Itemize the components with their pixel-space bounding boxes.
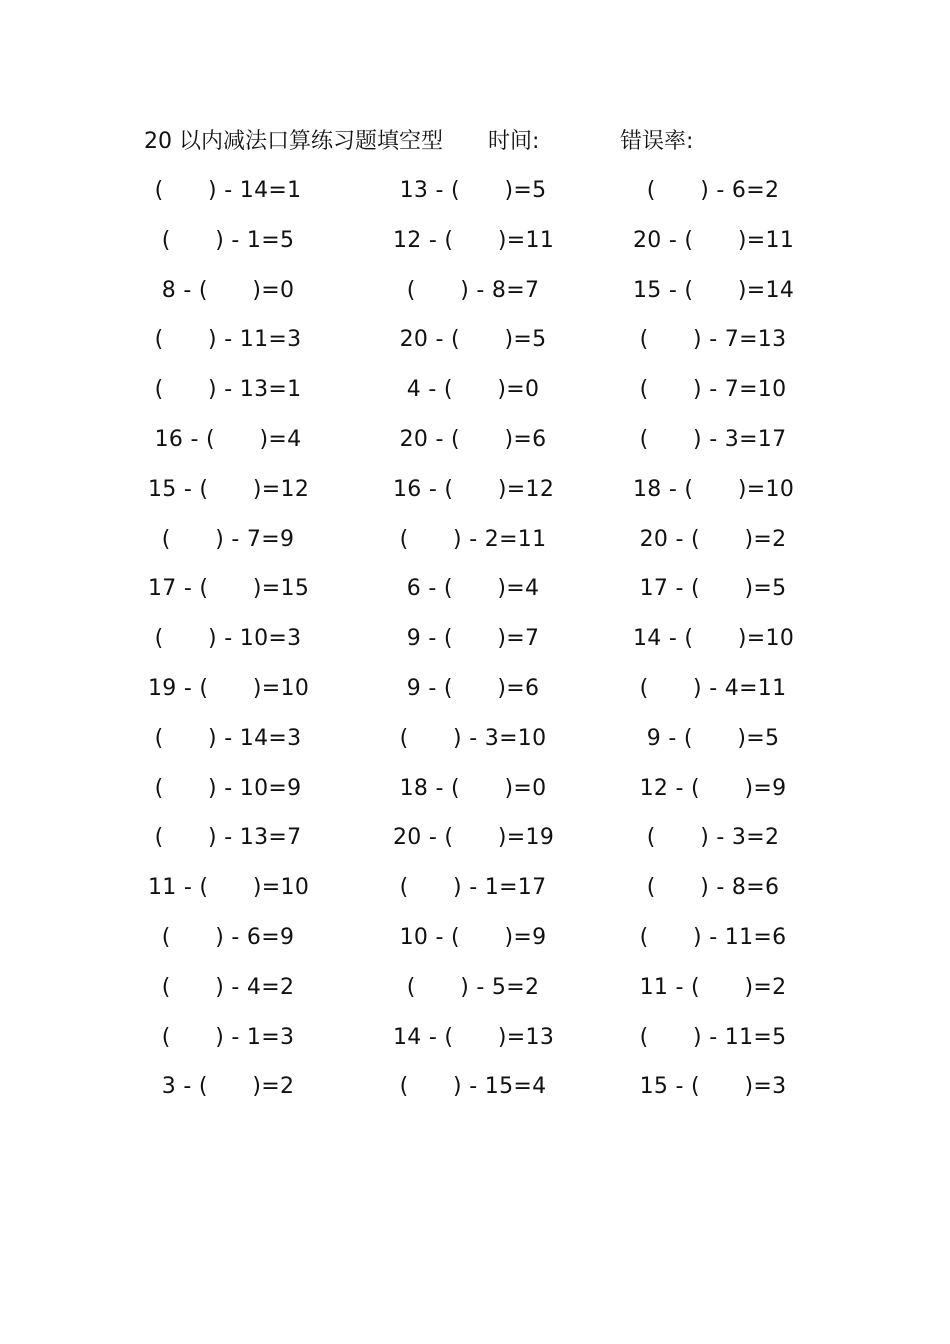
problem-row: [0, 369, 950, 419]
problem-cell: 18 - ( )=10: [633, 476, 795, 502]
problem-cell: ( ) - 3=17: [639, 426, 787, 452]
problem-cell: ( ) - 7=9: [161, 526, 295, 552]
problem-cell: 17 - ( )=5: [639, 576, 787, 602]
problem-row: [0, 917, 950, 967]
problem-cell: 11 - ( )=2: [639, 974, 787, 1000]
problem-cell: ( ) - 11=5: [639, 1024, 787, 1050]
problem-cell: 16 - ( )=12: [393, 476, 555, 502]
problem-row: [0, 867, 950, 917]
problem-cell: 12 - ( )=9: [639, 775, 787, 801]
problem-cell: 9 - ( )=6: [406, 675, 540, 701]
problem-cell: ( ) - 13=7: [154, 825, 302, 851]
problem-cell: 6 - ( )=4: [406, 576, 540, 602]
problem-cell: ( ) - 15=4: [399, 1074, 547, 1100]
problem-row: [0, 668, 950, 718]
error-rate-label: 错误率:: [620, 129, 694, 154]
problem-cell: ( ) - 11=3: [154, 327, 302, 353]
problem-row: [0, 419, 950, 469]
problem-cell: 15 - ( )=12: [148, 476, 310, 502]
problem-cell: ( ) - 10=9: [154, 775, 302, 801]
problem-cell: ( ) - 1=5: [161, 227, 295, 253]
problem-cell: ( ) - 6=9: [161, 924, 295, 950]
problem-cell: 8 - ( )=0: [161, 277, 295, 303]
problem-row: [0, 319, 950, 369]
problem-row: [0, 170, 950, 220]
problem-row: [0, 967, 950, 1017]
problem-grid: [0, 170, 950, 1116]
problem-cell: 16 - ( )=4: [154, 426, 302, 452]
problem-cell: ( ) - 2=11: [399, 526, 547, 552]
problem-cell: ( ) - 1=3: [161, 1024, 295, 1050]
problem-row: [0, 718, 950, 768]
problem-cell: 14 - ( )=10: [633, 626, 795, 652]
problem-cell: 14 - ( )=13: [393, 1024, 555, 1050]
time-label: 时间:: [488, 129, 540, 154]
problem-row: [0, 568, 950, 618]
problem-cell: ( ) - 4=11: [639, 675, 787, 701]
problem-cell: 19 - ( )=10: [148, 675, 310, 701]
problem-cell: 20 - ( )=6: [399, 426, 547, 452]
problem-cell: 17 - ( )=15: [148, 576, 310, 602]
problem-cell: ( ) - 10=3: [154, 626, 302, 652]
problem-cell: 12 - ( )=11: [393, 227, 555, 253]
worksheet-header: [144, 125, 784, 159]
problem-row: [0, 1017, 950, 1067]
problem-cell: ( ) - 11=6: [639, 924, 787, 950]
problem-row: [0, 519, 950, 569]
problem-cell: ( ) - 1=17: [399, 875, 547, 901]
problem-cell: 18 - ( )=0: [399, 775, 547, 801]
problem-row: [0, 220, 950, 270]
problem-cell: 4 - ( )=0: [406, 377, 540, 403]
problem-cell: 20 - ( )=2: [639, 526, 787, 552]
problem-cell: 20 - ( )=11: [633, 227, 795, 253]
problem-cell: ( ) - 7=13: [639, 327, 787, 353]
problem-row: [0, 768, 950, 818]
problem-cell: 15 - ( )=14: [633, 277, 795, 303]
problem-row: [0, 270, 950, 320]
problem-cell: ( ) - 14=1: [154, 178, 302, 203]
problem-cell: 3 - ( )=2: [161, 1074, 295, 1100]
problem-cell: 20 - ( )=5: [399, 327, 547, 353]
problem-cell: 9 - ( )=5: [646, 725, 780, 751]
problem-cell: 10 - ( )=9: [399, 924, 547, 950]
problem-cell: ( ) - 7=10: [639, 377, 787, 403]
problem-row: [0, 1066, 950, 1116]
problem-cell: 20 - ( )=19: [393, 825, 555, 851]
problem-cell: ( ) - 13=1: [154, 377, 302, 403]
problem-row: [0, 469, 950, 519]
problem-cell: ( ) - 6=2: [646, 178, 780, 203]
problem-row: [0, 817, 950, 867]
problem-cell: ( ) - 4=2: [161, 974, 295, 1000]
problem-cell: 9 - ( )=7: [406, 626, 540, 652]
problem-cell: ( ) - 8=6: [646, 875, 780, 901]
problem-row: [0, 618, 950, 668]
problem-cell: 13 - ( )=5: [399, 178, 547, 203]
problem-cell: ( ) - 8=7: [406, 277, 540, 303]
problem-cell: ( ) - 5=2: [406, 974, 540, 1000]
worksheet-title: 20 以内减法口算练习题填空型: [144, 129, 443, 154]
problem-cell: ( ) - 3=10: [399, 725, 547, 751]
problem-cell: ( ) - 14=3: [154, 725, 302, 751]
problem-cell: 11 - ( )=10: [148, 875, 310, 901]
problem-cell: 15 - ( )=3: [639, 1074, 787, 1100]
problem-cell: ( ) - 3=2: [646, 825, 780, 851]
